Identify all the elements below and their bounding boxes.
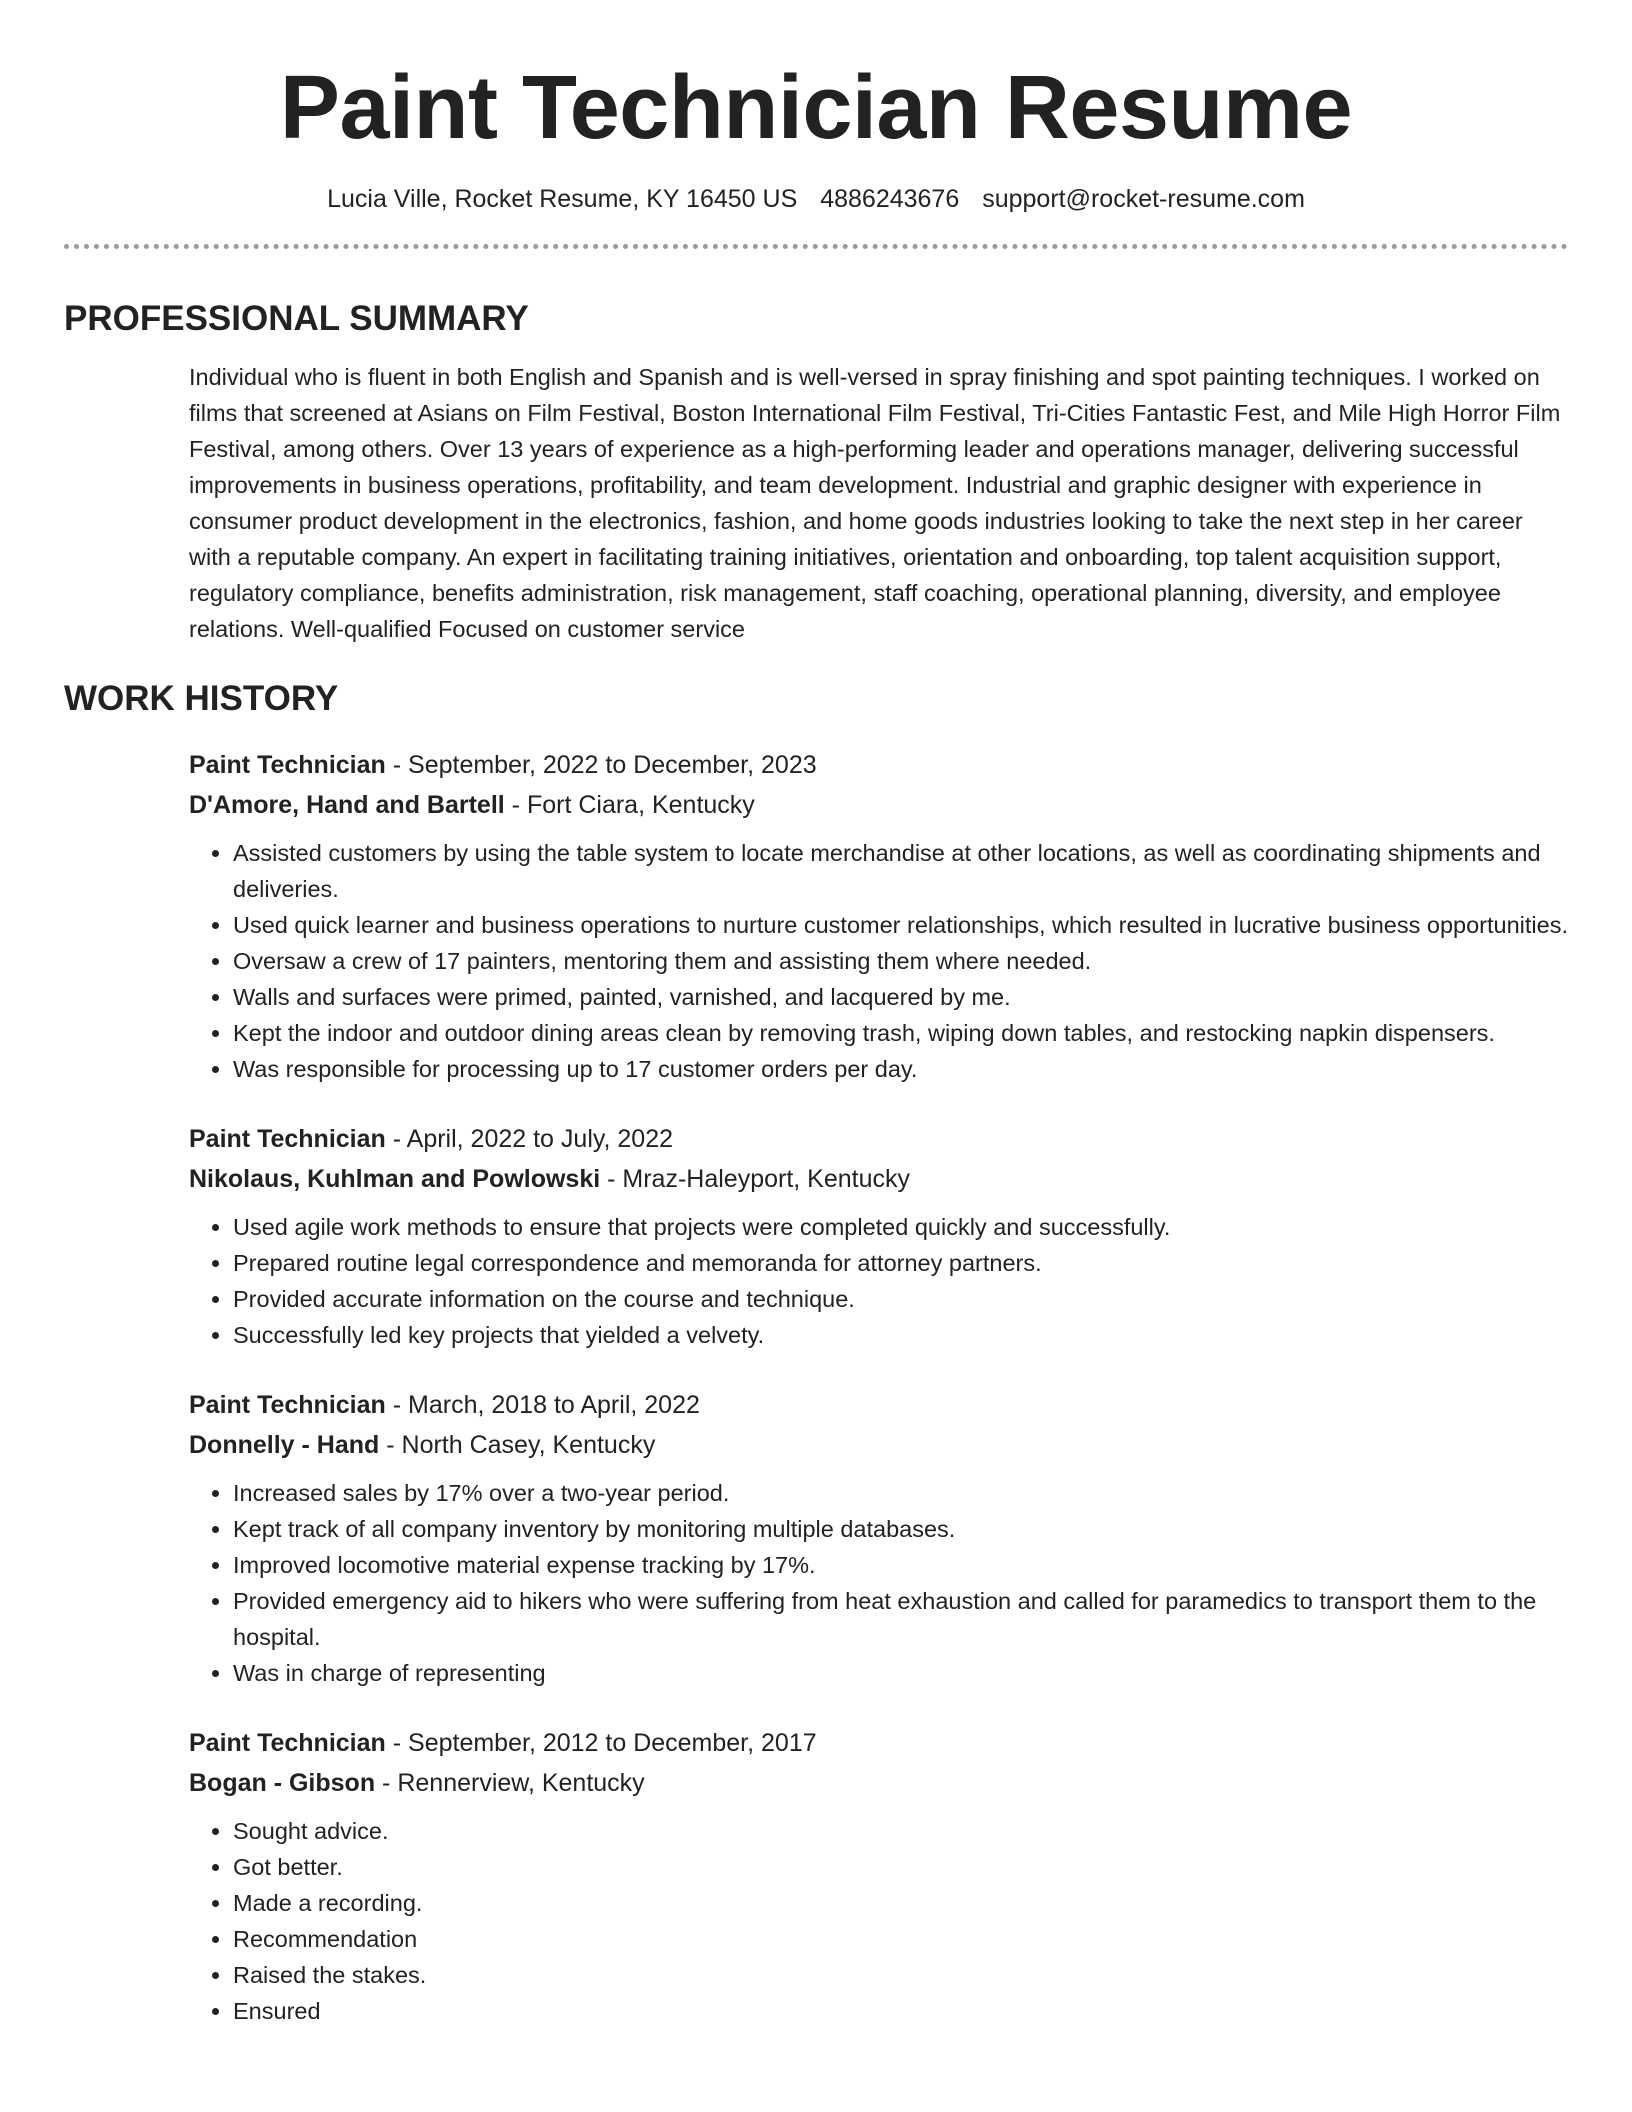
job-entry [189, 1119, 1568, 1353]
job-location: - Rennerview, Kentucky [375, 1769, 645, 1797]
job-title: Paint Technician [189, 1391, 386, 1419]
job-company: Nikolaus, Kuhlman and Powlowski [189, 1165, 601, 1193]
job-title: Paint Technician [189, 751, 386, 779]
job-title-line [189, 745, 1568, 785]
job-bullet: • Used agile work methods to ensure that projects were completed quickly and successfully. [233, 1209, 1568, 1245]
job-company: Donnelly - Hand [189, 1431, 380, 1459]
job-bullet: • Got better. [233, 1849, 1568, 1885]
job-bullet: • Walls and surfaces were primed, painted, varnished, and lacquered by me. [233, 979, 1568, 1015]
resume-title: Paint Technician Resume [279, 58, 1353, 158]
job-location: - Fort Ciara, Kentucky [504, 791, 755, 819]
job-bullet: • Ensured [233, 1993, 1568, 2029]
contact-line [64, 182, 1568, 216]
job-bullet: • Was in charge of representing [233, 1655, 1568, 1691]
job-bullet: • Oversaw a crew of 17 painters, mentoring them and assisting them where needed. [233, 943, 1568, 979]
job-bullet: • Provided accurate information on the course and technique. [233, 1281, 1568, 1317]
summary-text: Individual who is fluent in both English and Spanish and is well-versed in spray finishing and spot painting techniques. I worked on films that screened at Asians on Film Festival, Boston International Film Festival, Tri-Cities Fantastic Fest, and Mile High Horror Film Festival, among others. Over 13 years of experience as a high-performing leader and operations manager, delivering successful improvements in business operations, profitability, and team development. Industrial and graphic designer with experience in consumer product development in the electronics, fashion, and home goods industries looking to take the next step in her career with a reputable company. An expert in facilitating training initiatives, orientation and onboarding, top talent acquisition support, regulatory compliance, benefits administration, risk management, staff coaching, operational planning, diversity, and employee relations. Well-qualified Focused on customer service [189, 364, 1561, 642]
job-company: Bogan - Gibson [189, 1769, 376, 1797]
work-history-section [64, 677, 1568, 2029]
job-company-line [189, 1159, 1568, 1199]
job-bullet: • Assisted customers by using the table system to locate merchandise at other locations, as well as coordinating shipments and deliveries. [233, 835, 1568, 907]
job-bullet-list [189, 1209, 1568, 1353]
job-bullet: • Recommendation [233, 1921, 1568, 1957]
job-bullet: • Made a recording. [233, 1885, 1568, 1921]
job-company-line [189, 785, 1568, 825]
job-dates: - April, 2022 to July, 2022 [385, 1125, 674, 1153]
job-bullet: • Used quick learner and business operations to nurture customer relationships, which resulted in lucrative business opportunities. [233, 907, 1568, 943]
contact-email: support@rocket-resume.com [982, 185, 1305, 213]
job-entry [189, 1723, 1568, 2029]
job-title-line [189, 1385, 1568, 1425]
job-bullet: • Kept the indoor and outdoor dining areas clean by removing trash, wiping down tables, and restocking napkin dispensers. [233, 1015, 1568, 1051]
job-bullet: • Raised the stakes. [233, 1957, 1568, 1993]
job-bullet-list [189, 1813, 1568, 2029]
job-title: Paint Technician [189, 1125, 386, 1153]
job-location: - Mraz-Haleyport, Kentucky [600, 1165, 911, 1193]
job-bullet: • Successfully led key projects that yielded a velvety. [233, 1317, 1568, 1353]
job-bullet: • Sought advice. [233, 1813, 1568, 1849]
job-entry [189, 745, 1568, 1087]
job-title-line [189, 1723, 1568, 1763]
header-divider [64, 244, 1568, 249]
job-bullet: • Provided emergency aid to hikers who were suffering from heat exhaustion and called for paramedics to transport them to the hospital. [233, 1583, 1568, 1655]
job-company-line [189, 1425, 1568, 1465]
job-bullet-list [189, 835, 1568, 1087]
job-bullet: • Improved locomotive material expense tracking by 17%. [233, 1547, 1568, 1583]
professional-summary-section [64, 297, 1568, 647]
work-history-heading: WORK HISTORY [64, 679, 339, 718]
job-bullet: • Kept track of all company inventory by monitoring multiple databases. [233, 1511, 1568, 1547]
job-dates: - September, 2022 to December, 2023 [385, 751, 817, 779]
job-bullet: • Was responsible for processing up to 17 customer orders per day. [233, 1051, 1568, 1087]
job-dates: - September, 2012 to December, 2017 [385, 1729, 817, 1757]
job-location: - North Casey, Kentucky [379, 1431, 656, 1459]
contact-phone: 4886243676 [820, 185, 960, 213]
summary-heading: PROFESSIONAL SUMMARY [64, 299, 529, 338]
job-title: Paint Technician [189, 1729, 386, 1757]
job-bullet: • Increased sales by 17% over a two-year period. [233, 1475, 1568, 1511]
job-title-line [189, 1119, 1568, 1159]
job-bullet: • Prepared routine legal correspondence and memoranda for attorney partners. [233, 1245, 1568, 1281]
job-entry [189, 1385, 1568, 1691]
job-dates: - March, 2018 to April, 2022 [385, 1391, 700, 1419]
job-company-line [189, 1763, 1568, 1803]
job-bullet-list [189, 1475, 1568, 1691]
job-company: D'Amore, Hand and Bartell [189, 791, 505, 819]
contact-address: Lucia Ville, Rocket Resume, KY 16450 US [327, 185, 798, 213]
